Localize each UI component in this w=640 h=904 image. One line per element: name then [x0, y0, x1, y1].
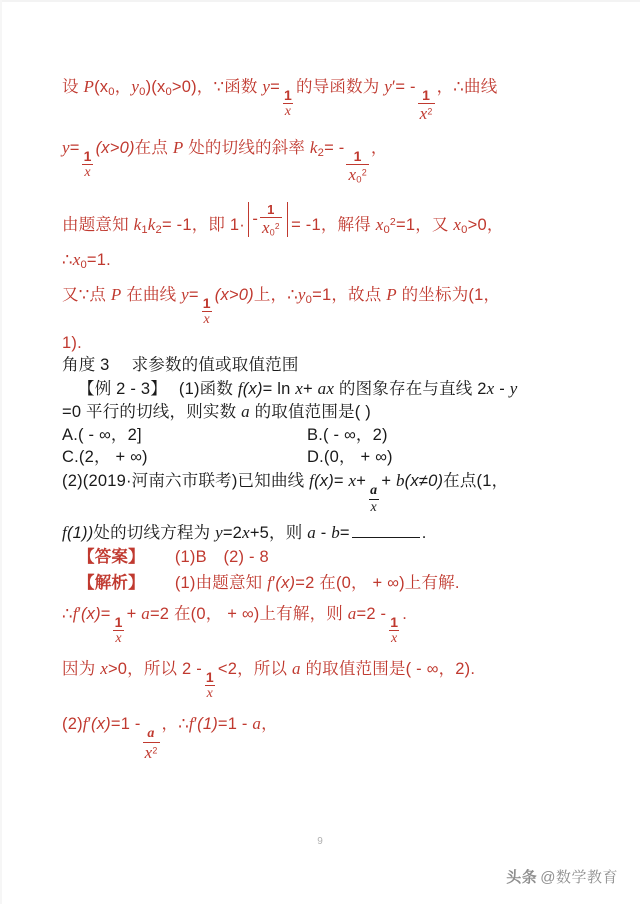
equals: =: [333, 471, 349, 490]
var-P: P: [172, 137, 184, 157]
frac-denominator: x: [115, 631, 122, 647]
minus-sign: -: [494, 379, 510, 398]
equals: =: [188, 285, 199, 304]
frac-numerator: 1: [83, 147, 92, 164]
equals: =: [100, 605, 111, 624]
equals-minus: = -: [324, 138, 345, 157]
frac-numerator: a: [147, 725, 155, 741]
fraction-one-over-x: [204, 670, 216, 701]
text-on: 上，: [253, 285, 288, 304]
option-d[interactable]: D.(0， + ∞): [307, 448, 393, 467]
analysis-line-2: [62, 605, 580, 646]
therefore-symbol: ∴: [178, 714, 189, 733]
var-a: a: [141, 604, 150, 624]
angle-heading-label: 角度 3: [62, 356, 110, 375]
var-x: x: [242, 522, 250, 542]
equals-1: =: [270, 78, 280, 96]
text-function: 函数: [224, 78, 263, 96]
var-b: b: [331, 522, 340, 542]
comma-2: ，: [436, 78, 454, 96]
text-again: 又: [62, 285, 79, 304]
frac-numerator: 1: [205, 668, 214, 685]
frac-denominator: x: [206, 685, 214, 701]
answer-line: [62, 549, 580, 566]
solution-line-5: [62, 286, 580, 327]
frac-den-var: x: [262, 217, 270, 237]
comma-1: ，: [114, 78, 132, 96]
frac-numerator: a: [370, 482, 378, 498]
comma-1: ，: [161, 714, 179, 733]
equals-minus-one-solve: = -1，解得: [291, 216, 376, 235]
equals-one-minus: =1 -: [110, 714, 141, 733]
text-set: 设: [62, 78, 84, 96]
frac-denominator: [143, 742, 160, 761]
var-P: P: [83, 77, 95, 96]
plus-2: +: [381, 471, 396, 490]
frac-numerator: 1: [114, 614, 123, 631]
text-paren-x: (x: [94, 78, 109, 96]
prime-mark: ′: [87, 714, 92, 733]
var-a: a: [307, 522, 316, 542]
x-exponent: 2: [389, 215, 396, 228]
frac-den-subscript: 0: [269, 227, 275, 238]
frac2-denominator: x: [390, 631, 398, 647]
prime-mark-1: ′: [392, 78, 396, 96]
page-edge-top: [0, 0, 640, 2]
example-question-2-line-1: [62, 472, 580, 515]
text-tangent-equation: 处的切线方程为: [93, 523, 216, 542]
fraction-one-over-x0-squared: [346, 149, 368, 185]
solution-line-6: 1).: [62, 333, 82, 352]
equals-one-minus-a: =1 -: [217, 714, 253, 733]
text-given: (1)由题意知: [174, 573, 268, 592]
text-range-is: 的取值范围是(: [249, 403, 361, 422]
greater-than-zero: >0，: [467, 216, 504, 235]
plus-sign: +: [126, 605, 142, 624]
var-y: y: [62, 137, 70, 157]
frac-den-exponent: 2: [152, 745, 158, 756]
fill-in-blank[interactable]: [352, 523, 420, 538]
var-y0: y: [297, 284, 306, 304]
plus-1: +: [356, 471, 367, 490]
example-question-2-line-2: [62, 523, 580, 542]
frac-den-var: x: [144, 742, 153, 762]
var-f: f: [309, 470, 315, 490]
option-b[interactable]: B.( - ∞，2): [307, 425, 388, 444]
text-at-point: 在点(1，: [443, 471, 509, 490]
frac-denominator: x: [284, 103, 292, 119]
var-a: a: [252, 713, 262, 733]
text-given: 由题意知: [62, 216, 134, 235]
equals: =: [69, 138, 80, 157]
therefore-symbol: ∴: [62, 251, 73, 270]
solution-line-4: [62, 251, 580, 271]
frac-denominator: x: [84, 164, 91, 180]
therefore-symbol: ∴: [287, 285, 298, 304]
equals-minus-1: = -: [395, 78, 416, 96]
watermark-logo: 头条: [506, 869, 538, 886]
text-curve: 曲线: [464, 78, 498, 96]
var-f: f: [82, 713, 88, 733]
fraction-a-over-x-squared: [143, 727, 160, 761]
frac2-numerator: 1: [353, 147, 362, 164]
arg-x: (x): [91, 714, 111, 733]
domain-condition: (x>0): [214, 285, 254, 304]
solution-line-3: [62, 202, 580, 237]
var-f: f: [237, 378, 243, 398]
sub-zero-c: 0: [165, 86, 172, 99]
domain-condition: (x>0): [95, 138, 135, 157]
equals-two-minus: =2 -: [356, 605, 387, 624]
fraction-one-over-x: [282, 88, 294, 119]
var-a-2: a: [347, 604, 357, 624]
var-f: f: [72, 604, 78, 624]
option-c[interactable]: C.(2， + ∞): [62, 448, 148, 467]
frac-denominator: x: [370, 499, 377, 515]
analysis-tag: 【解析】: [78, 573, 145, 592]
comma: ，: [370, 138, 388, 157]
text-close-x: )(x: [145, 78, 166, 96]
text-graph-parallel: 的图象存在与直线 2: [334, 379, 487, 398]
fraction-one-over-x: [201, 296, 213, 327]
var-x: x: [100, 659, 108, 679]
plus-sign: +: [303, 379, 318, 398]
option-row-cd: [62, 449, 580, 466]
page-edge-left: [0, 0, 2, 904]
text-gt-zero: >0)，: [171, 78, 214, 96]
equals-one: =1.: [86, 251, 111, 270]
text-on-curve: 在曲线: [121, 285, 182, 304]
because-symbol: ∵: [78, 285, 90, 304]
angle-heading-title: 求参数的值或取值范围: [131, 356, 299, 375]
term-ax: ax: [317, 378, 335, 398]
therefore-symbol: ∴: [62, 605, 73, 624]
var-k1: k: [133, 215, 142, 235]
solution-line-2: [62, 139, 580, 185]
example-question-1-line-2: [62, 403, 580, 421]
arg-x: (x): [242, 379, 263, 398]
var-x: x: [375, 215, 384, 235]
answer-text: (1)B (2) - 8: [174, 548, 269, 567]
frac2-den-var: x: [348, 164, 357, 184]
analysis-line-1: [62, 574, 580, 592]
example-question-1-line-1: [62, 380, 580, 398]
solution-line-1: [62, 78, 580, 122]
fraction-one-over-x-2: [388, 615, 400, 646]
text-derivative-is: 的导函数为: [295, 78, 385, 96]
watermark-handle: @数学教育: [540, 869, 618, 886]
text-because: 因为: [62, 660, 101, 679]
equals-two-has-solution-then: =2 在(0， + ∞)上有解，则: [149, 605, 348, 624]
analysis-line-3: [62, 660, 580, 701]
condition-x-not-zero: (x≠0): [404, 471, 444, 490]
text-equals-zero-parallel: =0 平行的切线，则实数: [62, 403, 242, 422]
frac-numerator: 1: [283, 86, 292, 103]
equals-ln: = ln: [262, 379, 296, 398]
var-y: y: [131, 77, 140, 96]
example-tag: 【例 2 - 3】: [78, 379, 167, 398]
y0-subscript: 0: [305, 293, 313, 306]
var-x-2: x: [453, 215, 462, 235]
text-source-and-curve: (2)(2019·河南六市联考)已知曲线: [62, 471, 310, 490]
var-P: P: [110, 284, 122, 304]
option-row-ab: [62, 427, 580, 444]
text-coordinate-open: 的坐标为(1，: [396, 285, 501, 304]
var-k2: k: [147, 215, 156, 235]
var-f: f: [62, 522, 67, 542]
k-subscript: 2: [317, 147, 325, 160]
x-subscript: 0: [80, 259, 87, 272]
equals-one-therefore-coord: =1，故点: [312, 285, 387, 304]
angle-heading: [62, 357, 580, 374]
prime-mark: ′: [272, 573, 276, 592]
var-b: b: [395, 470, 405, 490]
arg-one: (1): [197, 714, 218, 733]
frac-den-exponent: 2: [274, 220, 280, 231]
because-symbol: ∵: [213, 78, 225, 96]
equals-sign: =: [339, 523, 350, 542]
x2-subscript: 0: [461, 224, 468, 237]
plus-five-then: +5，则: [249, 523, 308, 542]
equals-one-and: =1，又: [396, 216, 454, 235]
k2-subscript: 2: [155, 224, 162, 237]
answer-tag: 【答案】: [78, 548, 145, 567]
less-than-two-so: <2，所以: [217, 660, 292, 679]
analysis-line-4: [62, 715, 580, 761]
period: .: [402, 605, 407, 624]
arg-x: (x): [275, 573, 296, 592]
frac-denominator: [260, 217, 282, 237]
minus-inside-abs: -: [252, 210, 259, 229]
frac2-numerator: 1: [390, 614, 399, 631]
var-y: y: [509, 378, 518, 398]
minus-sign: -: [315, 523, 332, 542]
abs-bar-left: [248, 202, 249, 237]
equals-minus-one-then: = -1，即 1·: [162, 216, 245, 235]
sub-zero-b: 0: [139, 86, 146, 99]
fraction-one-over-x: [113, 615, 125, 646]
var-y: y: [181, 284, 189, 304]
f-of-one: (1)): [66, 523, 94, 542]
var-k: k: [309, 137, 318, 157]
prime-mark: ′: [77, 605, 81, 624]
var-x: x: [348, 470, 357, 490]
frac2-den-exponent: 2: [361, 167, 367, 178]
text-function-prefix: (1)函数: [178, 379, 238, 398]
var-x: x: [295, 378, 304, 398]
frac-numerator: 1: [267, 201, 275, 217]
frac2-den-exponent: 2: [427, 106, 433, 117]
watermark: [506, 866, 618, 887]
var-a: a: [241, 402, 250, 422]
sub-zero-a: 0: [108, 86, 115, 99]
x-subscript: 0: [383, 224, 390, 237]
fraction-one-over-x0-squared: [260, 203, 282, 237]
fraction-a-over-x: [368, 484, 379, 515]
option-a[interactable]: A.( - ∞，2]: [62, 425, 142, 444]
text-tangent-slope: 处的切线的斜率: [183, 138, 310, 157]
frac2-denominator: [346, 164, 368, 185]
fraction-one-over-x: [82, 149, 94, 180]
k1-subscript: 1: [141, 224, 148, 237]
close-paren: ): [365, 403, 371, 422]
var-y-prime: y: [384, 77, 393, 96]
prime-mark-2: ′: [193, 714, 198, 733]
frac2-denominator: [418, 103, 435, 122]
var-x-2: x: [486, 378, 495, 398]
text-point: 点: [89, 285, 111, 304]
var-y: y: [215, 522, 223, 542]
frac2-den-var: x: [419, 103, 428, 123]
equals-two-has-solution: =2 在(0， + ∞)上有解.: [295, 573, 460, 592]
var-a: a: [292, 659, 301, 679]
var-f-2: f: [188, 713, 194, 733]
abs-bar-right: [287, 202, 288, 237]
document-content: [62, 78, 580, 775]
var-P-2: P: [386, 284, 397, 304]
period: .: [421, 523, 427, 542]
page-number: 9: [317, 836, 323, 847]
comma-2: ，: [261, 714, 278, 733]
absolute-value-group: [245, 202, 291, 237]
frac2-numerator: 1: [422, 86, 431, 103]
var-y-2: y: [262, 77, 271, 96]
frac-denominator: x: [203, 311, 210, 327]
arg-x: (x): [314, 471, 334, 490]
fraction-one-over-x-squared: [418, 88, 435, 122]
frac2-den-subscript: 0: [356, 174, 362, 186]
therefore-symbol-1: ∴: [453, 78, 464, 96]
arg-x: (x): [80, 605, 101, 624]
label-part-2: (2): [62, 714, 83, 733]
text-range-result: 的取值范围是( - ∞，2).: [300, 660, 476, 679]
var-x: x: [72, 250, 81, 270]
equals-two: =2: [222, 523, 243, 542]
frac-numerator: 1: [202, 294, 211, 311]
greater-than-zero-so: >0，所以 2 -: [107, 660, 202, 679]
analysis-line-1-body: [175, 574, 460, 592]
text-at-point: 在点: [134, 138, 173, 157]
var-f: f: [267, 572, 273, 592]
